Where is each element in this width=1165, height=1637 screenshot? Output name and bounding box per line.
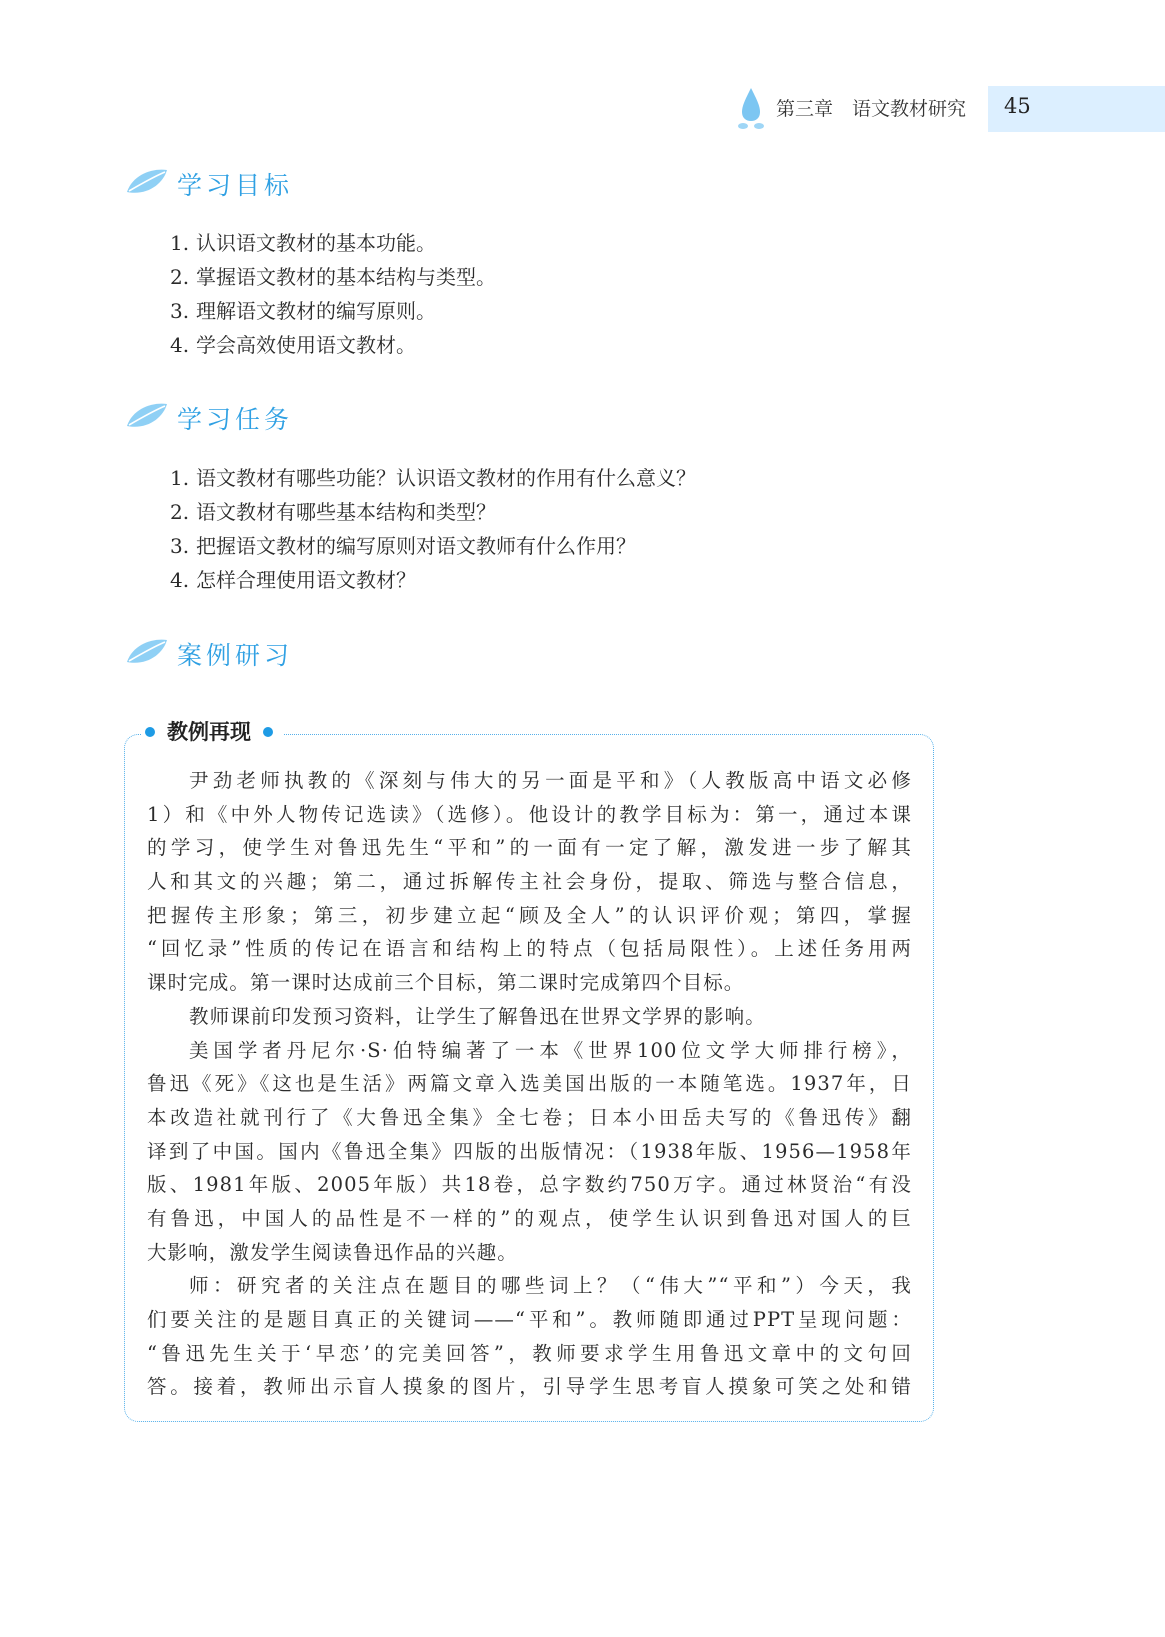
text-line: 答。接着，教师出示盲人摸象的图片，引导学生思考盲人摸象可笑之处和错 — [147, 1375, 912, 1399]
case-text — [147, 764, 912, 1404]
list-item: 3. 把握语文教材的编写原则对语文教师有什么作用？ — [170, 534, 636, 558]
text-line: 课时完成。第一课时达成前三个目标，第二课时完成第四个目标。 — [147, 971, 745, 995]
list-item: 4. 学会高效使用语文教材。 — [170, 333, 416, 357]
leaf-icon — [125, 636, 169, 668]
leaf-icon — [125, 400, 169, 432]
text-line: 版、1981年版、2005年版）共18卷，总字数约750万字。通过林贤治“有没 — [147, 1173, 912, 1197]
bullet-dot-icon — [263, 727, 273, 737]
list-item: 3. 理解语文教材的编写原则。 — [170, 299, 436, 323]
case-box-label: 教例再现 — [141, 715, 283, 749]
text-line: 尹劲老师执教的《深刻与伟大的另一面是平和》（人教版高中语文必修 — [189, 769, 912, 792]
page-number: 45 — [1004, 94, 1031, 118]
list-item: 2. 语文教材有哪些基本结构和类型？ — [170, 500, 496, 524]
section-title: 学习任务 — [177, 405, 294, 434]
text-line: 本改造社就刊行了《大鲁迅全集》全七卷；日本小田岳夫写的《鲁迅传》翻 — [147, 1105, 912, 1129]
text-line: 的学习，使学生对鲁迅先生“平和”的一面有一定了解，激发进一步了解其 — [147, 836, 912, 860]
water-drop-icon — [736, 86, 766, 132]
page-number-band — [988, 86, 1165, 132]
goals-list — [170, 226, 496, 362]
list-item: 1. 认识语文教材的基本功能。 — [170, 231, 436, 255]
section-heading-goals — [125, 162, 425, 202]
running-header — [736, 86, 1165, 132]
text-line: “回忆录”性质的传记在语言和结构上的特点（包括局限性）。上述任务用两 — [147, 937, 912, 961]
text-line: 1）和《中外人物传记选读》（选修）。他设计的教学目标为：第一，通过本课 — [147, 802, 912, 826]
section-heading-tasks — [125, 396, 425, 436]
chapter-title: 第三章 语文教材研究 — [776, 98, 967, 120]
tasks-list — [170, 461, 696, 597]
text-line: 人和其文的兴趣；第二，通过拆解传主社会身份，提取、筛选与整合信息， — [147, 870, 912, 894]
section-title: 案例研习 — [177, 641, 294, 670]
text-line: 把握传主形象；第三，初步建立起“顾及全人”的认识评价观；第四，掌握 — [147, 903, 912, 927]
bullet-dot-icon — [145, 727, 155, 737]
section-heading-case-study — [125, 632, 425, 672]
text-line: 鲁迅《死》《这也是生活》两篇文章入选美国出版的一本随笔选。1937年，日 — [147, 1072, 912, 1096]
leaf-icon — [125, 166, 169, 198]
text-line: 教师课前印发预习资料，让学生了解鲁迅在世界文学界的影响。 — [189, 1004, 766, 1028]
text-line: 师：研究者的关注点在题目的哪些词上？（“伟大”“平和”）今天，我 — [189, 1274, 912, 1298]
text-line: 们要关注的是题目真正的关键词——“平和”。教师随即通过PPT呈现问题： — [147, 1308, 912, 1331]
text-line: 大影响，激发学生阅读鲁迅作品的兴趣。 — [147, 1240, 518, 1264]
list-item: 2. 掌握语文教材的基本结构与类型。 — [170, 265, 496, 289]
section-title: 学习目标 — [177, 171, 294, 200]
text-line: 美国学者丹尼尔·S·伯特编著了一本《世界100位文学大师排行榜》， — [189, 1038, 912, 1062]
list-item: 1. 语文教材有哪些功能？认识语文教材的作用有什么意义？ — [170, 466, 696, 490]
text-line: 有鲁迅，中国人的品性是不一样的”的观点，使学生认识到鲁迅对国人的巨 — [147, 1206, 912, 1230]
list-item: 4. 怎样合理使用语文教材？ — [170, 568, 416, 592]
text-line: “鲁迅先生关于‘早恋’的完美回答”，教师要求学生用鲁迅文章中的文句回 — [147, 1341, 912, 1365]
text-line: 译到了中国。国内《鲁迅全集》四版的出版情况：（1938年版、1956—1958年 — [147, 1139, 912, 1163]
